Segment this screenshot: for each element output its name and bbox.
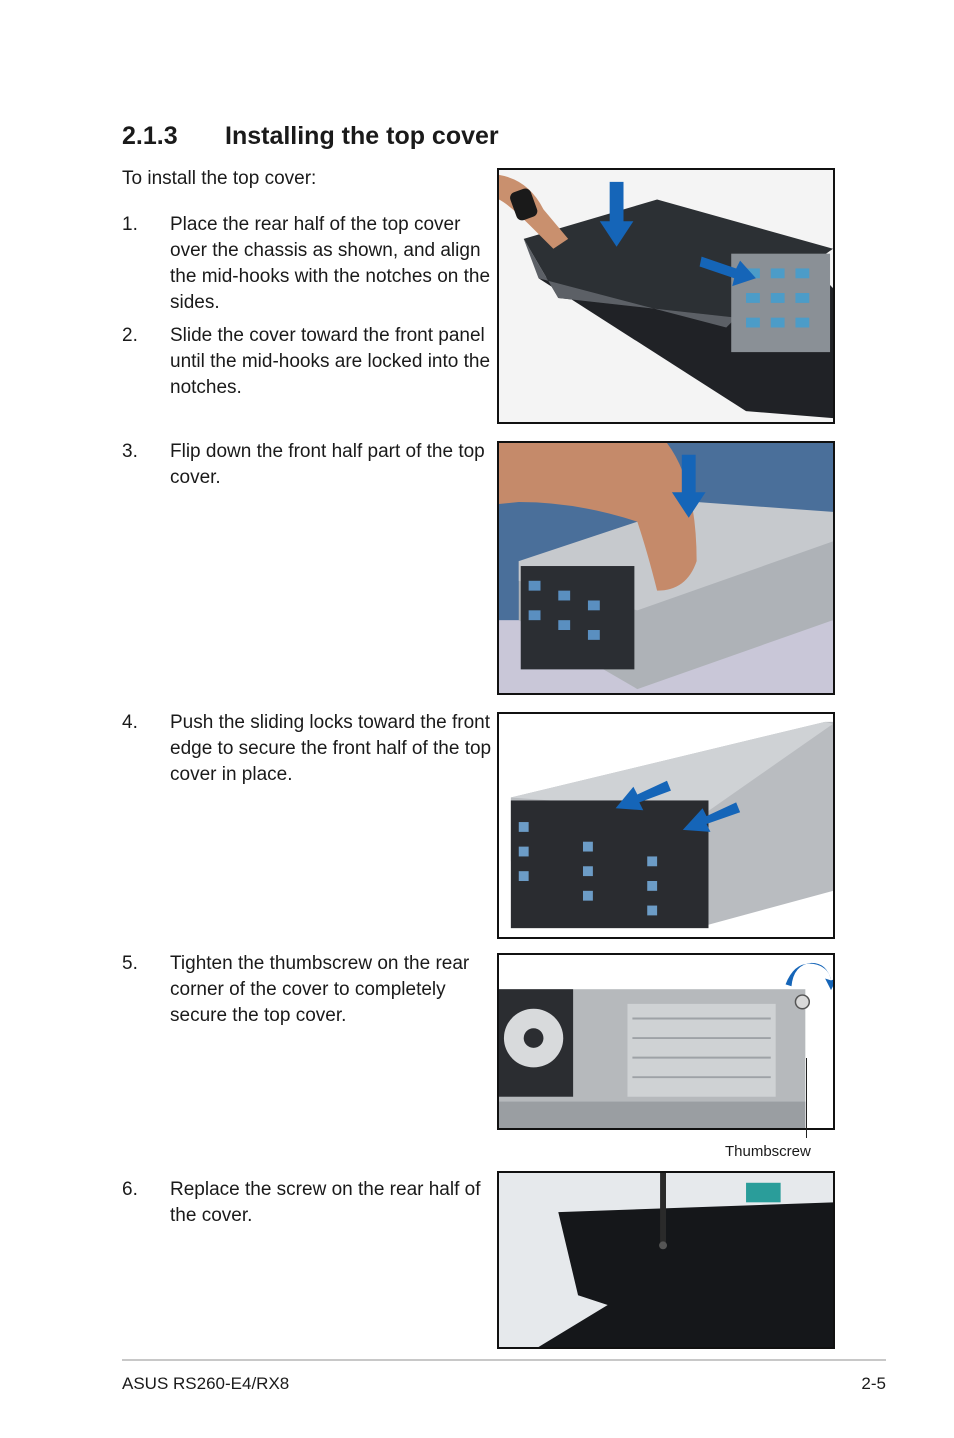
step-text: Tighten the thumbscrew on the rear corner of the cover to completely secure the top cover. xyxy=(170,953,470,1026)
intro-text: To install the top cover: xyxy=(122,168,317,189)
photo-sliding-locks xyxy=(497,712,835,939)
section-number: 2.1.3 xyxy=(122,122,178,150)
photo-rear-screw xyxy=(497,1171,835,1349)
step-text: Place the rear half of the top cover over the chassis as shown, and align the mid-hooks with the notches on the sides. xyxy=(170,214,491,313)
callout-line xyxy=(806,1058,807,1138)
step-number: 3. xyxy=(122,441,138,462)
page-number: 2-5 xyxy=(861,1374,886,1393)
photo-flip-front-cover xyxy=(497,441,835,695)
step-text: Slide the cover toward the front panel until the mid-hooks are locked into the notches. xyxy=(170,325,491,398)
step-number: 6. xyxy=(122,1179,138,1200)
photo-thumbscrew xyxy=(497,953,835,1130)
footer-product-name: ASUS RS260-E4/RX8 xyxy=(122,1374,290,1393)
step-number: 5. xyxy=(122,953,138,974)
step-text: Replace the screw on the rear half of the cover. xyxy=(170,1179,481,1226)
section-title: Installing the top cover xyxy=(225,122,499,150)
photo-place-rear-cover xyxy=(497,168,835,424)
step-text: Push the sliding locks toward the front edge to secure the front half of the top cover in place. xyxy=(170,712,492,785)
thumbscrew-callout: Thumbscrew xyxy=(725,1143,811,1160)
step-text: Flip down the front half part of the top cover. xyxy=(170,441,485,488)
step-number: 4. xyxy=(122,712,138,733)
step-number: 1. xyxy=(122,214,138,235)
footer-divider xyxy=(122,1359,886,1361)
step-number: 2. xyxy=(122,325,138,346)
